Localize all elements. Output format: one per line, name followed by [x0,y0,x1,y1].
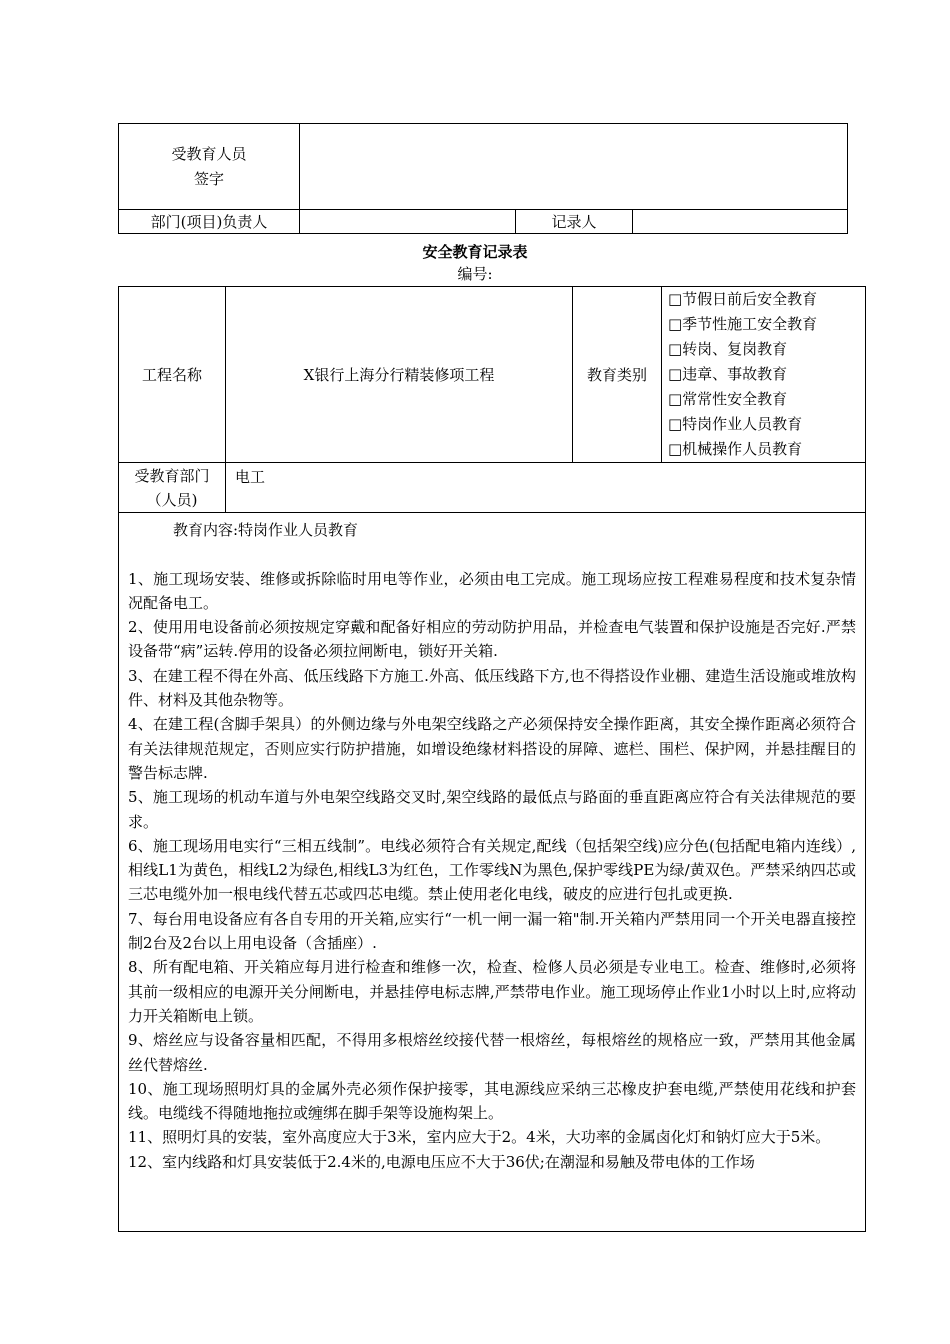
category-option-transfer[interactable]: □转岗、复岗教育 [668,340,788,358]
content-item-9: 9、熔丝应与设备容量相匹配，不得用多根熔丝绞接代替一根熔丝，每根熔丝的规格应一致，严禁用其他金属丝代替熔丝. [128,1031,856,1074]
trainee-signature-label-line2: 签字 [193,169,224,188]
recorder-field[interactable] [633,210,848,234]
form-title: 安全教育记录表 [422,243,528,261]
category-option-machinery[interactable]: □机械操作人员教育 [668,440,803,458]
trainee-signature-field[interactable] [300,124,848,210]
education-content [119,513,866,1232]
signature-table [118,123,848,234]
content-item-6: 6、施工现场用电实行“三相五线制”。电线必须符合有关规定,配线（包括架空线)应分色(包括配电箱内连线）,相线L1为黄色，相线L2为绿色,相线L3为红色，工作零线N为黑色,保护零线PE为绿/黄双色。严禁采纳四芯或三芯电缆外加一根电线代替五芯或四芯电缆。禁止使用老化电线，破皮的应进行包扎或更换. [128,836,856,904]
content-item-2: 2、使用用电设备前必须按规定穿戴和配备好相应的劳动防护用品，并检查电气装置和保护设施是否完好.严禁设备带“病”运转.停用的设备必须拉闸断电，锁好开关箱. [128,618,856,661]
content-item-10: 10、施工现场照明灯具的金属外壳必须作保护接零，其电源线应采纳三芯橡皮护套电缆,严禁使用花线和护套线。电缆线不得随地拖拉或缠绑在脚手架等设施构架上。 [128,1079,856,1123]
department-value-text: 电工 [235,468,266,486]
content-item-5: 5、施工现场的机动车道与外电架空线路交叉时,架空线路的最低点与路面的垂直距离应符合有关法律规范的要求。 [128,788,856,831]
number-label: 编号: [457,265,493,283]
trainee-signature-label [119,124,300,210]
category-option-regular[interactable]: □常常性安全教育 [668,390,788,408]
content-item-3: 3、在建工程不得在外高、低压线路下方施工.外高、低压线路下方,也不得搭设作业棚、建造生活设施或堆放构件、材料及其他杂物等。 [128,666,856,710]
project-name-label: 工程名称 [119,287,226,463]
content-item-12: 12、室内线路和灯具安装低于2.4米的,电源电压应不大于36伏;在潮湿和易触及带电体的工作场 [128,1152,755,1171]
department-value [226,463,866,513]
education-category-label: 教育类别 [573,287,662,463]
category-option-special-post[interactable]: □特岗作业人员教育 [668,415,803,433]
dept-leader-field[interactable] [300,210,516,234]
content-item-11: 11、照明灯具的安装，室外高度应大于3米，室内应大于2。4米，大功率的金属卤化灯和钠灯应大于5米。 [128,1128,831,1147]
content-spacer [128,542,856,566]
content-item-1: 1、施工现场安装、维修或拆除临时用电等作业，必须由电工完成。施工现场应按工程难易程度和技术复杂情况配备电工。 [128,569,856,612]
content-item-4: 4、在建工程(含脚手架具）的外侧边缘与外电架空线路之产必须保持安全操作距离，其安全操作距离必须符合有关法律规范规定，否则应实行防护措施，如增设绝缘材料搭设的屏障、遮栏、围栏、保护网，并悬挂醒目的警告标志牌. [128,715,856,782]
category-option-violation[interactable]: □违章、事故教育 [668,365,788,383]
project-name-value: X银行上海分行精装修项工程 [226,287,573,463]
category-option-seasonal[interactable]: □季节性施工安全教育 [668,315,818,333]
recorder-label: 记录人 [516,210,633,234]
education-record-table [118,286,866,1232]
category-option-holiday[interactable]: □节假日前后安全教育 [668,290,818,308]
education-category-options [662,287,866,463]
content-item-8: 8、所有配电箱、开关箱应每月进行检查和维修一次，检查、检修人员必须是专业电工。检查、维修时,必须将其前一级相应的电源开关分闸断电，并悬挂停电标志牌,严禁带电作业。施工现场停止作业1小时以上时,应将动力开关箱断电上锁。 [128,958,856,1025]
content-heading: 教育内容:特岗作业人员教育 [173,521,359,539]
content-item-7: 7、每台用电设备应有各自专用的开关箱,应实行“一机一闸一漏一箱"制.开关箱内严禁用同一个开关电器直接控制2台及2台以上用电设备（含插座）. [128,909,856,953]
dept-leader-label: 部门(项目)负责人 [119,210,300,234]
department-label-line1: 受教育部门 [134,466,210,485]
department-label-line2: （人员) [146,490,198,509]
trainee-signature-label-line1: 受教育人员 [171,144,247,163]
department-label [119,463,226,513]
